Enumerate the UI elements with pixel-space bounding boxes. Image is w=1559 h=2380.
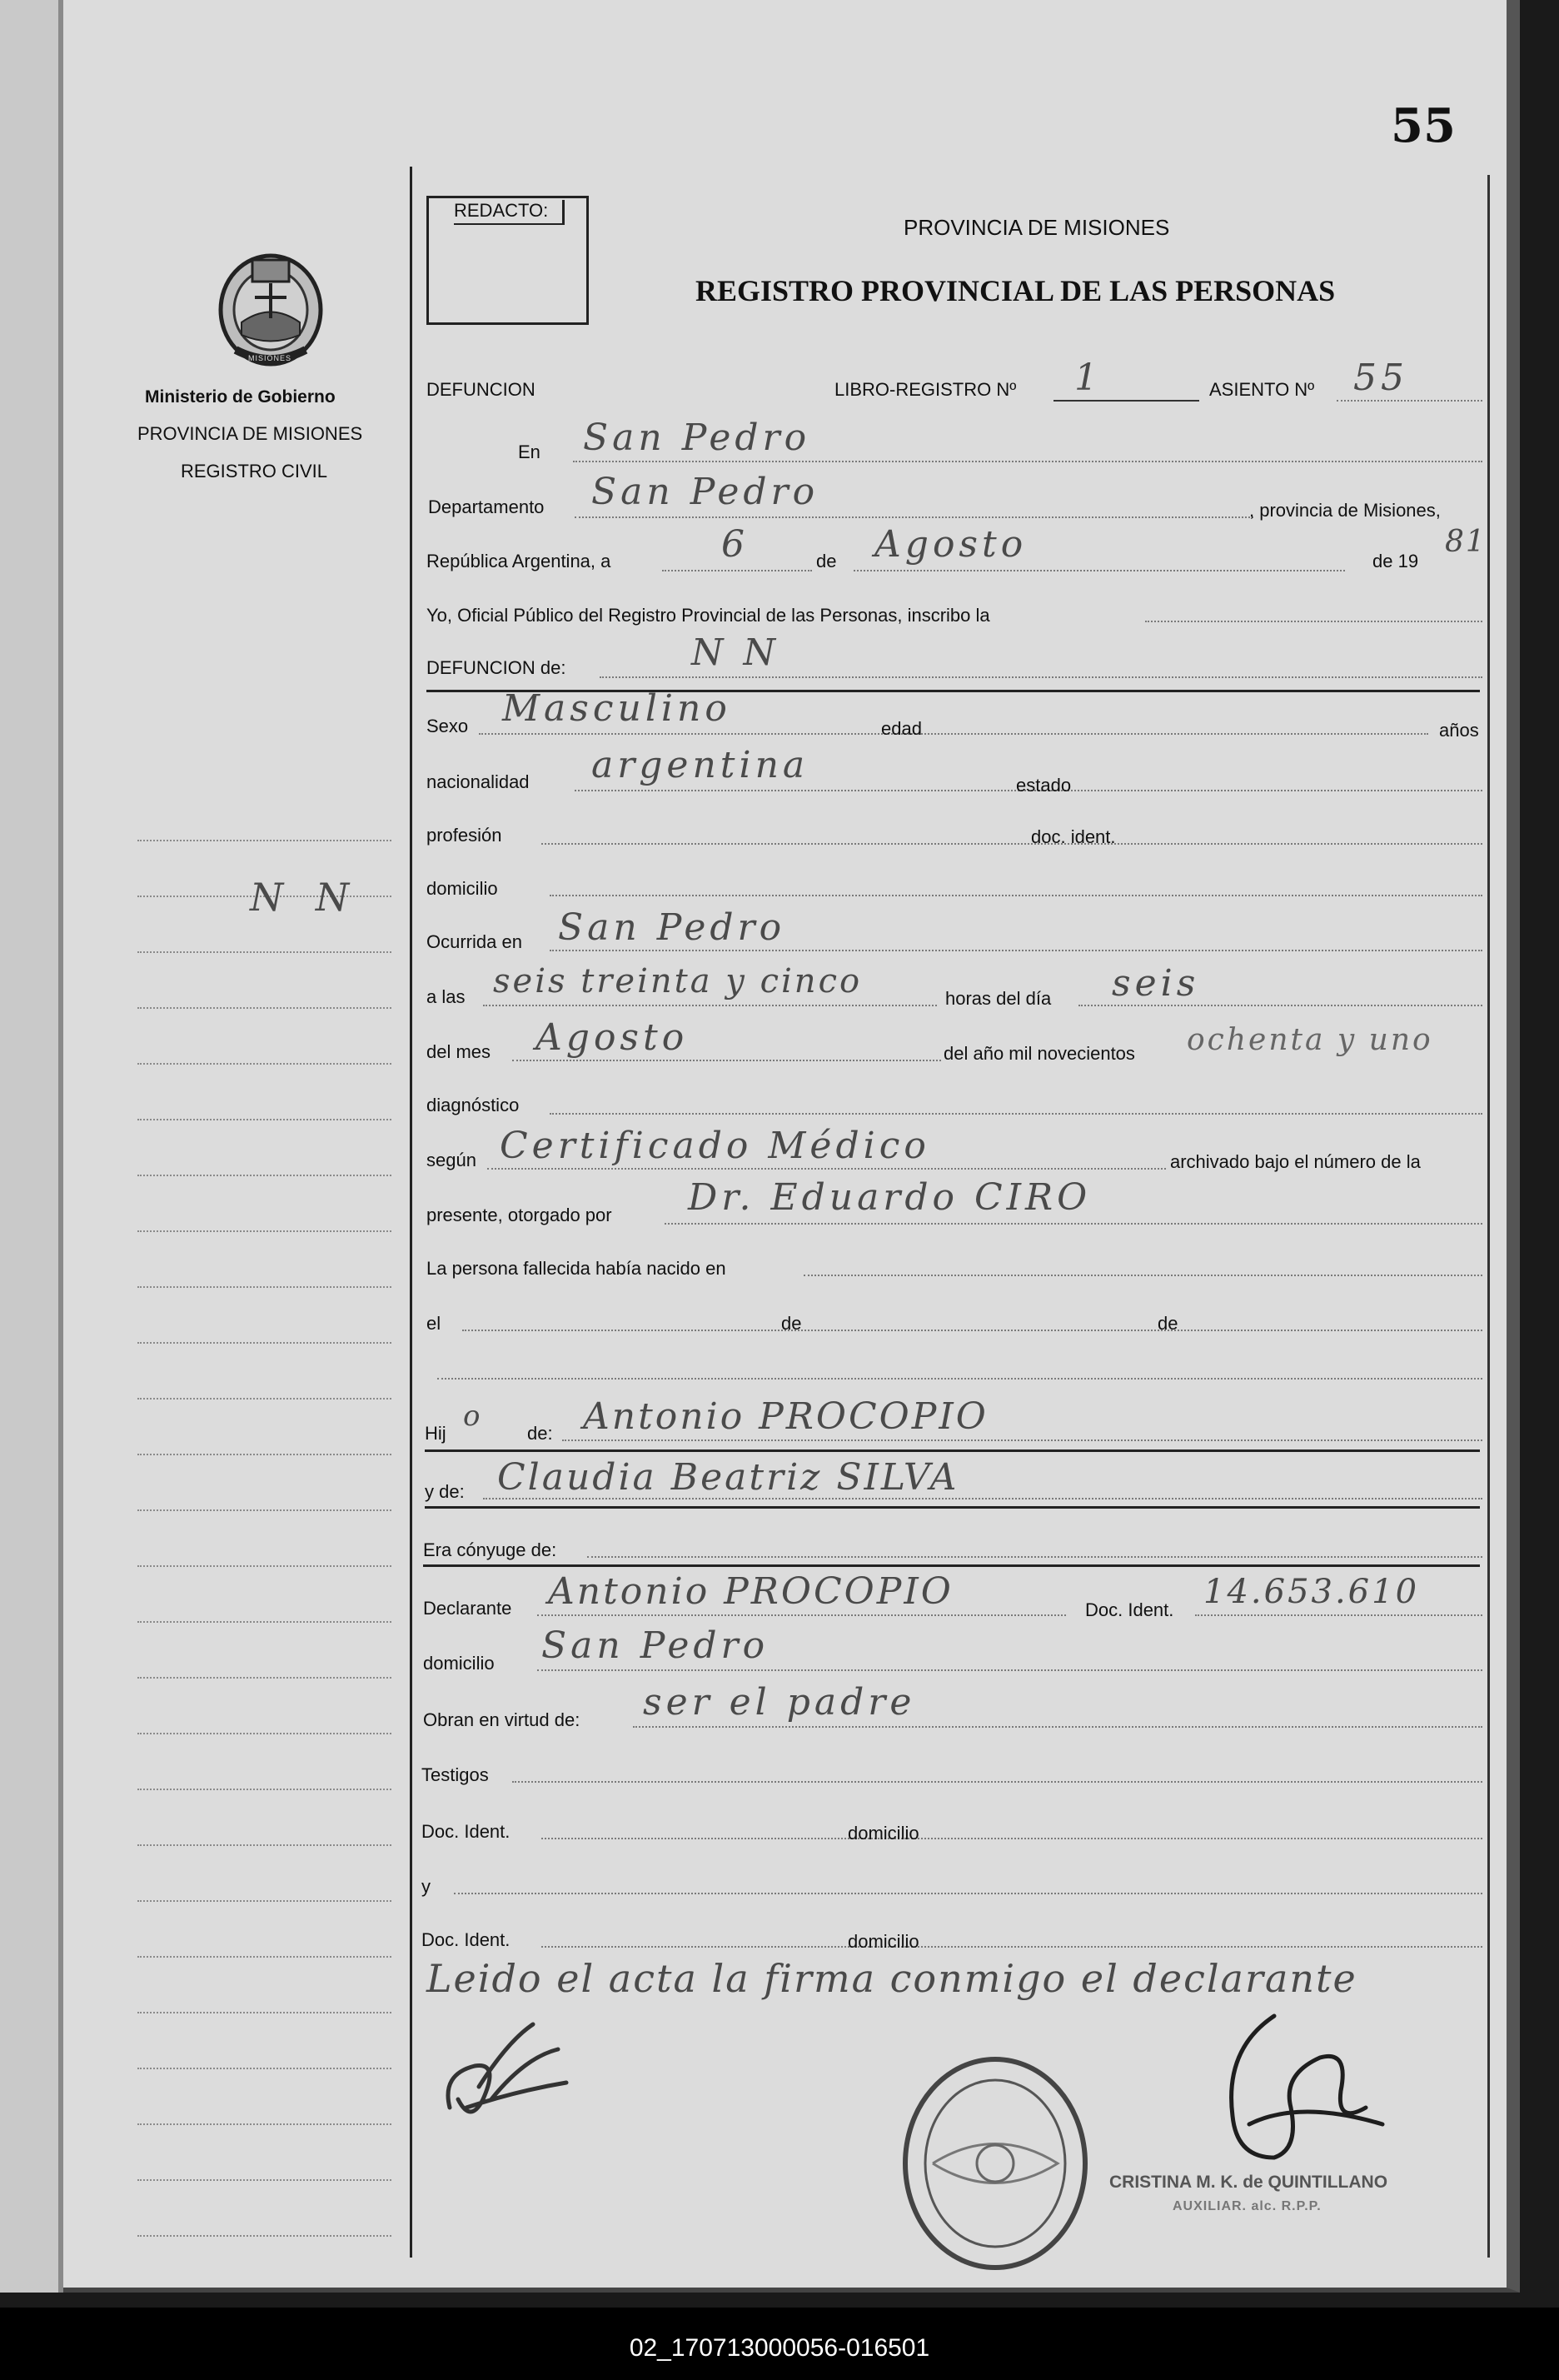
label-declarante: Declarante bbox=[423, 1598, 512, 1619]
margin-rule-line bbox=[137, 2123, 391, 2125]
label-departamento: Departamento bbox=[428, 496, 545, 517]
label-libro-registro: LIBRO-REGISTRO Nº bbox=[834, 379, 1017, 400]
margin-rule-line bbox=[137, 951, 391, 953]
value-en: San Pedro bbox=[583, 417, 811, 459]
label-defuncion: DEFUNCION bbox=[426, 379, 535, 400]
image-identifier: 02_170713000056-016501 bbox=[629, 2334, 930, 2362]
margin-rule-line bbox=[137, 1565, 391, 1567]
margin-rule-line bbox=[137, 1621, 391, 1623]
label-y-de: y de: bbox=[425, 1481, 465, 1502]
label-ocurrida-en: Ocurrida en bbox=[426, 931, 522, 952]
label-obran: Obran en virtud de: bbox=[423, 1709, 580, 1730]
margin-rule-line bbox=[137, 2012, 391, 2013]
margin-rule-line bbox=[137, 1342, 391, 1344]
value-hij-suffix: o bbox=[463, 1400, 485, 1433]
label-edad: edad bbox=[881, 718, 922, 739]
label-nacionalidad: nacionalidad bbox=[426, 771, 530, 792]
label-declarante-doc: Doc. Ident. bbox=[1085, 1599, 1174, 1620]
margin-rule-line bbox=[137, 1509, 391, 1511]
label-testigos: Testigos bbox=[421, 1764, 489, 1785]
value-ocurrida-en: San Pedro bbox=[558, 906, 786, 949]
margin-rule-line bbox=[137, 1789, 391, 1790]
value-asiento-no: 55 bbox=[1353, 357, 1408, 399]
label-sexo: Sexo bbox=[426, 716, 469, 736]
left-margin-rule bbox=[410, 167, 412, 2258]
value-libro-no: 1 bbox=[1074, 357, 1102, 399]
value-ano: 81 bbox=[1445, 525, 1487, 559]
value-del-ano: ochenta y uno bbox=[1187, 1023, 1433, 1057]
label-de-19: de 19 bbox=[1372, 551, 1419, 571]
label-del-mes: del mes bbox=[426, 1041, 491, 1062]
province-header: PROVINCIA DE MISIONES bbox=[904, 215, 1170, 240]
label-testigo2-doc: Doc. Ident. bbox=[421, 1929, 511, 1950]
margin-rule-line bbox=[137, 1007, 391, 1009]
label-provincia-misiones: , provincia de Misiones, bbox=[1249, 500, 1441, 521]
margin-rule-line bbox=[137, 1454, 391, 1455]
label-de: de bbox=[816, 551, 837, 571]
label-persona-fallecida: La persona fallecida había nacido en bbox=[426, 1258, 726, 1279]
label-y: y bbox=[421, 1876, 431, 1897]
label-profesion: profesión bbox=[426, 825, 502, 846]
margin-rule-line bbox=[137, 2235, 391, 2237]
label-padre-de: de: bbox=[527, 1423, 553, 1444]
label-testigo2-domicilio: domicilio bbox=[848, 1931, 919, 1952]
value-nacionalidad: argentina bbox=[591, 744, 809, 786]
margin-rule-line bbox=[137, 1398, 391, 1400]
label-doc-ident-lower: doc. ident. bbox=[1031, 826, 1116, 847]
value-del-mes: Agosto bbox=[535, 1016, 689, 1059]
margin-rule-line bbox=[137, 1677, 391, 1679]
redacto-box bbox=[426, 196, 589, 325]
label-a-las: a las bbox=[426, 986, 466, 1007]
registro-civil-subtitle: REGISTRO CIVIL bbox=[181, 461, 328, 481]
official-stamp-title: AUXILIAR. alc. R.P.P. bbox=[1173, 2199, 1322, 2213]
label-era-conyuge: Era cónyuge de: bbox=[423, 1539, 557, 1560]
value-dia-texto: seis bbox=[1112, 962, 1200, 1005]
label-en: En bbox=[518, 442, 540, 462]
redacto-label: REDACTO: bbox=[454, 200, 549, 221]
label-declarante-domicilio: domicilio bbox=[423, 1653, 495, 1674]
margin-rule-line bbox=[137, 1063, 391, 1065]
value-defuncion-de: N N bbox=[691, 631, 780, 674]
label-yo-oficial: Yo, Oficial Público del Registro Provincial de las Personas, inscribo la bbox=[426, 605, 990, 626]
label-el: el bbox=[426, 1313, 441, 1334]
margin-rule-line bbox=[137, 1900, 391, 1902]
label-de-nacimiento-2: de bbox=[1158, 1313, 1178, 1334]
margin-rule-line bbox=[137, 1119, 391, 1120]
label-estado: estado bbox=[1016, 775, 1072, 796]
margin-rule-line bbox=[137, 1286, 391, 1288]
value-segun: Certificado Médico bbox=[500, 1125, 930, 1167]
margin-rule-line bbox=[137, 1175, 391, 1176]
label-horas-del-dia: horas del día bbox=[945, 988, 1052, 1009]
seal-ribbon-text: MISIONES bbox=[248, 354, 292, 362]
label-segun: según bbox=[426, 1150, 476, 1170]
value-departamento: San Pedro bbox=[591, 471, 819, 513]
margin-rule-line bbox=[137, 1844, 391, 1846]
label-asiento: ASIENTO Nº bbox=[1209, 379, 1315, 400]
value-declarante-doc: 14.653.610 bbox=[1203, 1573, 1420, 1611]
label-del-ano: del año mil novecientos bbox=[944, 1043, 1135, 1064]
value-dia: 6 bbox=[721, 523, 749, 566]
label-archivado: archivado bajo el número de la bbox=[1170, 1151, 1421, 1172]
value-madre: Claudia Beatriz SILVA bbox=[497, 1456, 959, 1499]
label-de-nacimiento-1: de bbox=[781, 1313, 802, 1334]
page-number: 55 bbox=[1391, 98, 1456, 153]
label-republica: República Argentina, a bbox=[426, 551, 611, 571]
ministry-title: Ministerio de Gobierno bbox=[145, 387, 336, 407]
left-signature bbox=[433, 2008, 583, 2133]
label-testigo1-domicilio: domicilio bbox=[848, 1823, 919, 1844]
label-presente-otorgado: presente, otorgado por bbox=[426, 1205, 612, 1225]
value-sexo: Masculino bbox=[502, 687, 731, 730]
margin-rule-line bbox=[137, 1733, 391, 1734]
margin-rule-line bbox=[137, 2179, 391, 2181]
closing-statement: Leido el acta la firma conmigo el declarante bbox=[426, 1956, 1357, 2001]
official-signature bbox=[1174, 1999, 1391, 2183]
official-stamp-name: CRISTINA M. K. de QUINTILLANO bbox=[1109, 2173, 1388, 2192]
margin-rule-line bbox=[137, 840, 391, 841]
official-seal bbox=[895, 2049, 1095, 2278]
value-obran: ser el padre bbox=[643, 1681, 916, 1724]
value-declarante-domicilio: San Pedro bbox=[541, 1624, 770, 1667]
margin-rule-line bbox=[137, 2068, 391, 2069]
label-testigo1-doc: Doc. Ident. bbox=[421, 1821, 511, 1842]
margin-ruling bbox=[0, 0, 410, 2293]
value-otorgado-por: Dr. Eduardo CIRO bbox=[688, 1176, 1092, 1219]
registry-header: REGISTRO PROVINCIAL DE LAS PERSONAS bbox=[695, 274, 1336, 307]
label-hij: Hij bbox=[425, 1423, 446, 1444]
value-a-las: seis treinta y cinco bbox=[493, 962, 863, 1000]
province-subtitle: PROVINCIA DE MISIONES bbox=[137, 423, 363, 444]
margin-rule-line bbox=[137, 1230, 391, 1232]
label-anos: años bbox=[1439, 720, 1479, 741]
value-padre: Antonio PROCOPIO bbox=[583, 1395, 989, 1438]
label-domicilio: domicilio bbox=[426, 878, 498, 899]
margin-note: N N bbox=[250, 875, 360, 920]
value-mes: Agosto bbox=[874, 523, 1028, 566]
margin-rule-line bbox=[137, 1956, 391, 1958]
label-defuncion-de: DEFUNCION de: bbox=[426, 657, 566, 678]
right-margin-rule bbox=[1487, 175, 1490, 2258]
value-declarante: Antonio PROCOPIO bbox=[548, 1570, 954, 1613]
label-diagnostico: diagnóstico bbox=[426, 1095, 520, 1115]
